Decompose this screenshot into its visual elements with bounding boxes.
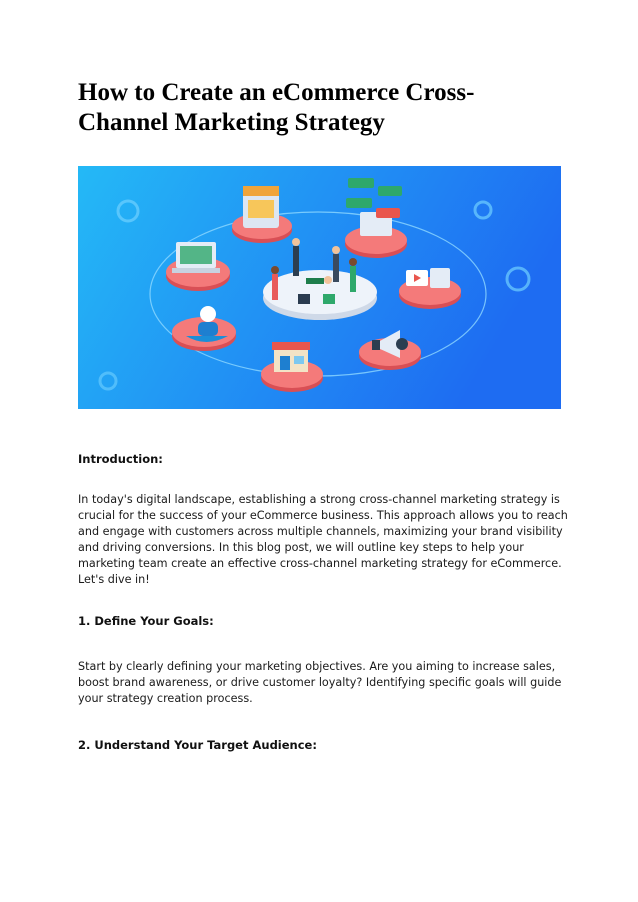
section-body-define-goals: Start by clearly defining your marketing objectives. Are you aiming to increase sales, boost brand awareness, or drive customer loyalty? Identifying specific goals will guide your strategy creation process.	[78, 660, 562, 706]
section-body-introduction: In today's digital landscape, establishing a strong cross-channel marketing strategy is crucial for the success of your eCommerce business. This approach allows you to reach and engage with customers across multiple channels, maximizing your brand visibility and driving conversions. In this blog post, we will outline key steps to help your marketing team create an effective cross-channel marketing strategy for eCommerce. Let's dive in!	[78, 493, 568, 587]
section-heading-define-goals: 1. Define Your Goals:	[78, 614, 214, 628]
hero-svg	[78, 166, 561, 409]
page-title: How to Create an eCommerce Cross-Channel Marketing Strategy	[78, 79, 475, 136]
section-heading-introduction: Introduction:	[78, 452, 163, 466]
hero-illustration	[78, 166, 561, 409]
section-heading-target-audience: 2. Understand Your Target Audience:	[78, 738, 317, 752]
